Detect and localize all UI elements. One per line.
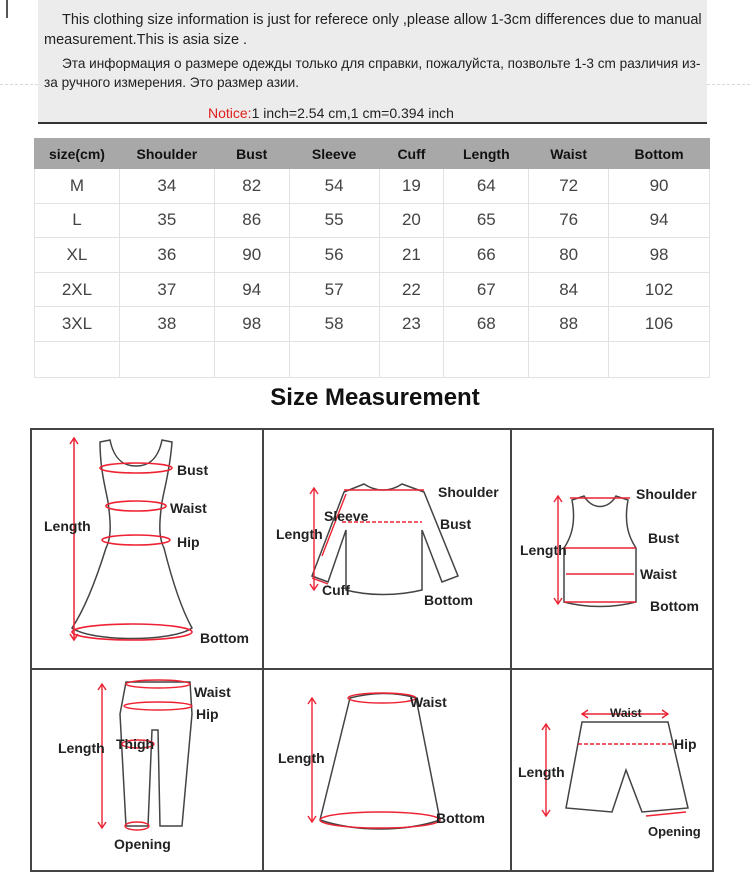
table-cell [289,341,379,377]
shoulder-label: Shoulder [438,484,499,500]
skirt-length-label: Length [278,750,325,766]
table-row [35,272,710,307]
table-cell: 82 [214,169,289,204]
table-cell: 19 [379,169,444,204]
table-cell: 102 [609,272,710,307]
table-cell [609,341,710,377]
section-title: Size Measurement [270,384,480,411]
dress-length-label: Length [44,518,91,534]
table-cell [35,341,120,377]
tank-bust-label: Bust [648,530,680,546]
notice-label: Notice: [208,105,252,121]
table-cell: 35 [119,203,214,238]
tank-bottom-label: Bottom [650,598,699,614]
skirt-diagram [262,668,510,872]
skirt-bottom-label: Bottom [436,810,485,826]
table-cell: 98 [214,307,289,342]
table-cell: 55 [289,203,379,238]
column-header: size(cm) [35,139,120,169]
tank-top-diagram [510,428,714,668]
table-cell: 68 [444,307,529,342]
table-cell: 98 [609,238,710,273]
unit-conversion [208,105,454,121]
bust-label: Bust [440,516,472,532]
column-header: Bust [214,139,289,169]
table-row-empty [35,341,710,377]
table-cell: 23 [379,307,444,342]
dress-bottom-label: Bottom [200,630,249,646]
table-cell: 76 [529,203,609,238]
conversion-text: 1 inch=2.54 cm,1 cm=0.394 inch [251,105,454,121]
long-sleeve-illustration [264,430,512,670]
size-table [34,138,710,378]
size-cell: XL [35,238,120,273]
shorts-hip-label: Hip [674,736,697,752]
table-header-row [35,139,710,169]
table-cell: 84 [529,272,609,307]
table-cell: 54 [289,169,379,204]
table-cell: 67 [444,272,529,307]
pants-thigh-label: Thigh [116,736,155,752]
column-header: Bottom [609,139,710,169]
table-row [35,238,710,273]
table-cell: 90 [609,169,710,204]
table-cell: 66 [444,238,529,273]
table-cell: 80 [529,238,609,273]
dress-hip-label: Hip [177,534,200,550]
table-cell [444,341,529,377]
pants-hip-label: Hip [196,706,219,722]
shorts-waist-label: Waist [610,706,642,720]
table-cell: 21 [379,238,444,273]
table-row [35,307,710,342]
table-row [35,203,710,238]
table-cell: 22 [379,272,444,307]
dress-waist-label: Waist [170,500,207,516]
table-cell: 56 [289,238,379,273]
cuff-label: Cuff [322,582,350,598]
table-cell: 86 [214,203,289,238]
size-cell: 3XL [35,307,120,342]
corner-mark [6,0,8,18]
table-cell: 20 [379,203,444,238]
table-cell: 34 [119,169,214,204]
pants-opening-label: Opening [114,836,171,852]
table-cell [119,341,214,377]
pants-length-label: Length [58,740,105,756]
skirt-illustration [264,670,512,874]
tank-waist-label: Waist [640,566,677,582]
shorts-opening-label: Opening [648,824,701,839]
table-cell: 65 [444,203,529,238]
table-cell [214,341,289,377]
table-cell: 90 [214,238,289,273]
dress-diagram [30,428,262,668]
shorts-length-label: Length [518,764,565,780]
column-header: Sleeve [289,139,379,169]
column-header: Length [444,139,529,169]
size-cell: L [35,203,120,238]
notice-russian: Эта информация о размере одежды только для справки, пожалуйста, позвольте 1-3 cm различия из-за ручного измерения. Это размер азии. [44,56,701,90]
table-cell: 38 [119,307,214,342]
table-cell: 94 [609,203,710,238]
sleeve-label: Sleeve [324,508,369,524]
long-sleeve-diagram [262,428,510,668]
table-cell: 106 [609,307,710,342]
column-header: Shoulder [119,139,214,169]
table-cell: 37 [119,272,214,307]
bottom-label: Bottom [424,592,473,608]
length-label: Length [276,526,323,542]
size-cell: 2XL [35,272,120,307]
table-cell: 36 [119,238,214,273]
table-cell: 64 [444,169,529,204]
table-cell: 88 [529,307,609,342]
skirt-waist-label: Waist [410,694,447,710]
table-cell [379,341,444,377]
notice-english: This clothing size information is just for referece only ,please allow 1-3cm differences due to manual measurement.This is asia size . [44,12,702,48]
table-cell: 94 [214,272,289,307]
size-cell: M [35,169,120,204]
column-header: Cuff [379,139,444,169]
table-cell: 58 [289,307,379,342]
pants-waist-label: Waist [194,684,231,700]
table-cell: 57 [289,272,379,307]
column-header: Waist [529,139,609,169]
measurement-diagram-grid [30,428,714,872]
table-cell: 72 [529,169,609,204]
dress-bust-label: Bust [177,462,209,478]
table-row [35,169,710,204]
shorts-diagram [510,668,714,872]
tank-shoulder-label: Shoulder [636,486,697,502]
tank-length-label: Length [520,542,567,558]
table-cell [529,341,609,377]
pants-diagram [30,668,262,872]
